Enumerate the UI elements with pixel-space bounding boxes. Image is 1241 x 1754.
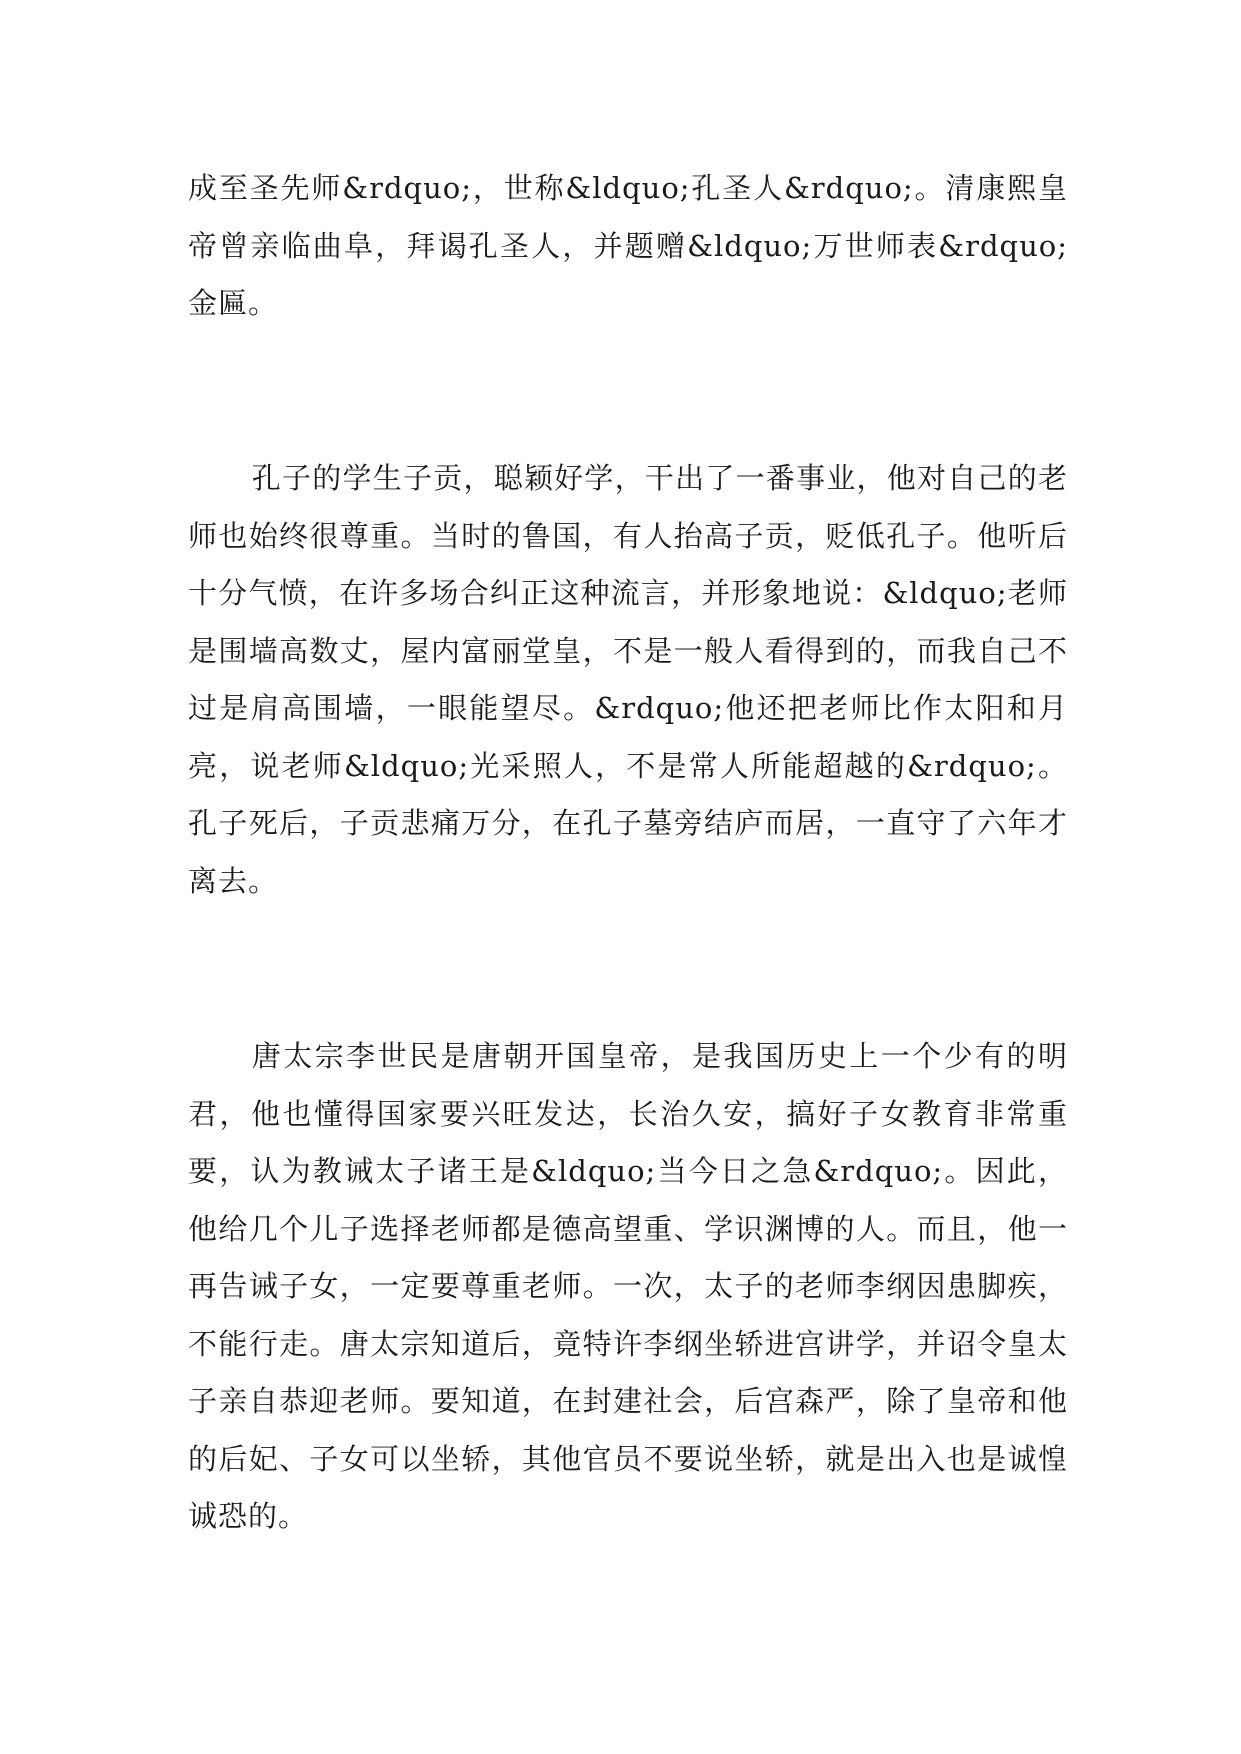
paragraph-tang-taizong: 唐太宗李世民是唐朝开国皇帝，是我国历史上一个少有的明君，他也懂得国家要兴旺发达，长治久安，搞好子女教育非常重要，认为教诫太子诸王是&ldquo;当今日之急&rdquo;。因此，他给几个儿子选择老师都是德高望重、学识渊博的人。而且，他一再告诫子女，一定要尊重老师。一次，太子的老师李纲因患脚疾，不能行走。唐太宗知道后，竟特许李纲坐轿进宫讲学，并诏令皇太子亲自恭迎老师。要知道，在封建社会，后宫森严，除了皇帝和他的后妃、子女可以坐轿，其他官员不要说坐轿，就是出入也是诚惶诚恐的。 (188, 1039, 1068, 1533)
paragraph-zigong: 孔子的学生子贡，聪颖好学，干出了一番事业，他对自己的老师也始终很尊重。当时的鲁国，有人抬高子贡，贬低孔子。他听后十分气愤，在许多场合纠正这种流言，并形象地说：&ldquo;老师是围墙高数丈，屋内富丽堂皇，不是一般人看得到的，而我自己不过是肩高围墙，一眼能望尽。&rdquo;他还把老师比作太阳和月亮，说老师&ldquo;光采照人，不是常人所能超越的&rdquo;。孔子死后，子贡悲痛万分，在孔子墓旁结庐而居，一直守了六年才离去。 (188, 461, 1068, 898)
paragraph-kangxi-plaque: 成至圣先师&rdquo;，世称&ldquo;孔圣人&rdquo;。清康熙皇帝曾亲临曲阜，拜谒孔圣人，并题赠&ldquo;万世师表&rdquo;金匾。 (188, 171, 1068, 320)
